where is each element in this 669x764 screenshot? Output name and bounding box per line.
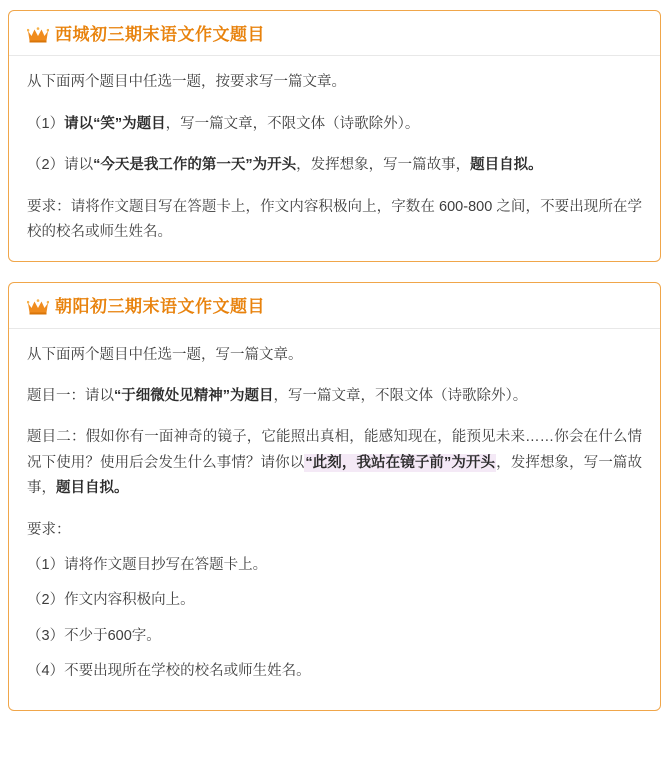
paragraph-topic-1: （1）请以“笑”为题目，写一篇文章，不限文体（诗歌除外）。 [27,115,420,132]
crown-icon [27,27,49,43]
crown-icon [27,299,49,315]
requirement-list [27,518,642,685]
requirement-item-3: （3）不少于600字。 [27,627,161,644]
paragraph-topic-2: 题目二：假如你有一面神奇的镜子，它能照出真相，能感知现在，能预见未来……你会在什么情况下使用？使用后会发生什么事情？请你以“此刻，我站在镜子前”为开头，发挥想象，写一篇故事，题目自拟。 [27,429,643,497]
card-body [9,329,660,711]
paragraph-intro: 从下面两个题目中任选一题，写一篇文章。 [27,346,303,363]
card-header [9,11,660,56]
article-card-xicheng [8,10,661,262]
requirement-item-2: （2）作文内容积极向上。 [27,592,195,609]
requirement-item-1: （1）请将作文题目抄写在答题卡上。 [27,556,268,573]
card-header [9,283,660,328]
requirement-heading: 要求： [27,521,71,538]
card-title: 朝阳初三期末语文作文题目 [55,297,265,317]
paragraph-intro: 从下面两个题目中任选一题，按要求写一篇文章。 [27,74,346,91]
card-title: 西城初三期末语文作文题目 [55,25,265,44]
card-body [9,56,660,261]
paragraph-requirement: 要求：请将作文题目写在答题卡上，作文内容积极向上，字数在 600-800 之间，不要出现所在学校的校名或师生姓名。 [27,198,642,240]
requirement-item-4: （4）不要出现所在学校的校名或师生姓名。 [27,663,311,680]
paragraph-topic-2: （2）请以“今天是我工作的第一天”为开头，发挥想象，写一篇故事，题目自拟。 [27,157,543,174]
article-card-chaoyang [8,282,661,711]
paragraph-topic-1: 题目一：请以“于细微处见精神”为题目，写一篇文章，不限文体（诗歌除外）。 [27,388,528,405]
